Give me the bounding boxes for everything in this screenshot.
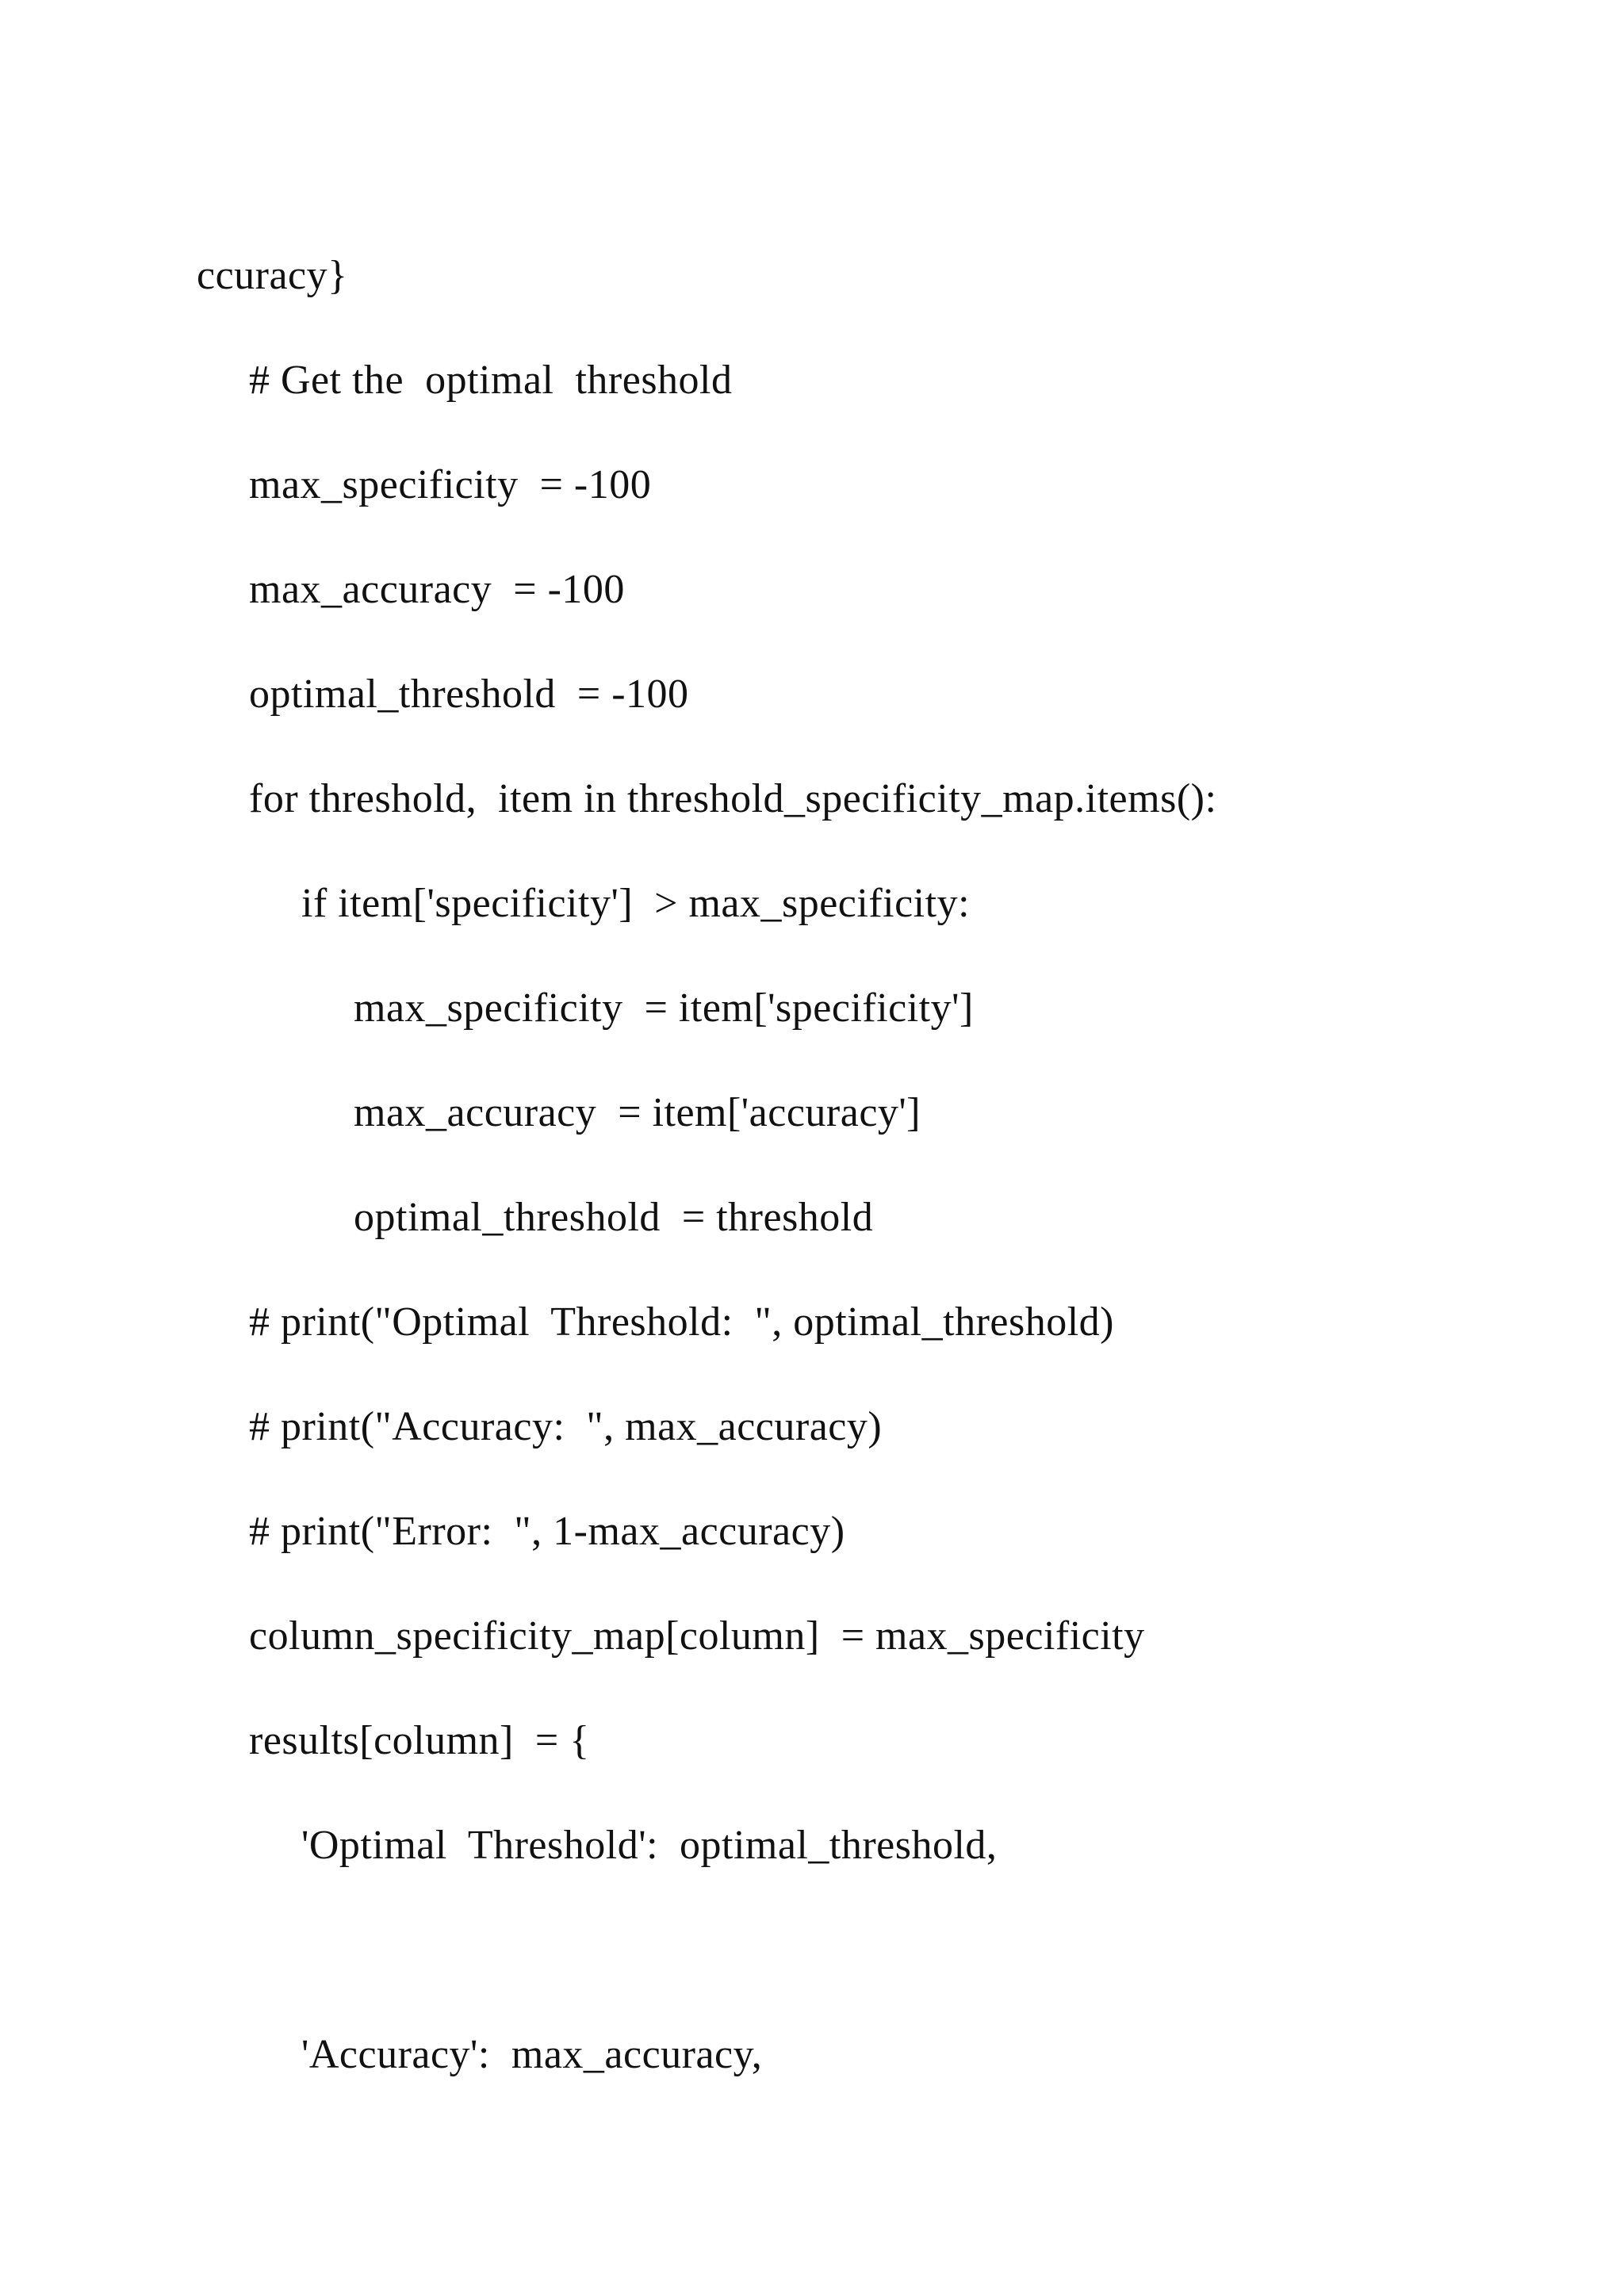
code-line-4: max_accuracy = -100 bbox=[249, 567, 625, 612]
code-line-12: # print("Accuracy: ", max_accuracy) bbox=[249, 1404, 883, 1449]
code-line-10: optimal_threshold = threshold bbox=[354, 1195, 874, 1240]
code-line-15: results[column] = { bbox=[249, 1718, 590, 1763]
code-line-6: for threshold, item in threshold_specificity_map.items(): bbox=[249, 776, 1217, 821]
code-line-2: # Get the optimal threshold bbox=[249, 358, 733, 403]
code-line-11: # print("Optimal Threshold: ", optimal_threshold) bbox=[249, 1299, 1114, 1345]
code-line-16: 'Optimal Threshold': optimal_threshold, bbox=[301, 1823, 998, 1868]
code-line-14: column_specificity_map[column] = max_specificity bbox=[249, 1613, 1145, 1659]
code-line-9: max_accuracy = item['accuracy'] bbox=[354, 1090, 921, 1135]
code-line-3: max_specificity = -100 bbox=[249, 462, 652, 507]
code-line-5: optimal_threshold = -100 bbox=[249, 672, 689, 717]
code-line-7: if item['specificity'] > max_specificity: bbox=[301, 881, 971, 926]
code-line-17: 'Accuracy': max_accuracy, bbox=[301, 2032, 763, 2077]
code-line-13: # print("Error: ", 1-max_accuracy) bbox=[249, 1509, 845, 1554]
code-line-1: ccuracy} bbox=[197, 253, 348, 298]
code-line-8: max_specificity = item['specificity'] bbox=[354, 985, 974, 1031]
